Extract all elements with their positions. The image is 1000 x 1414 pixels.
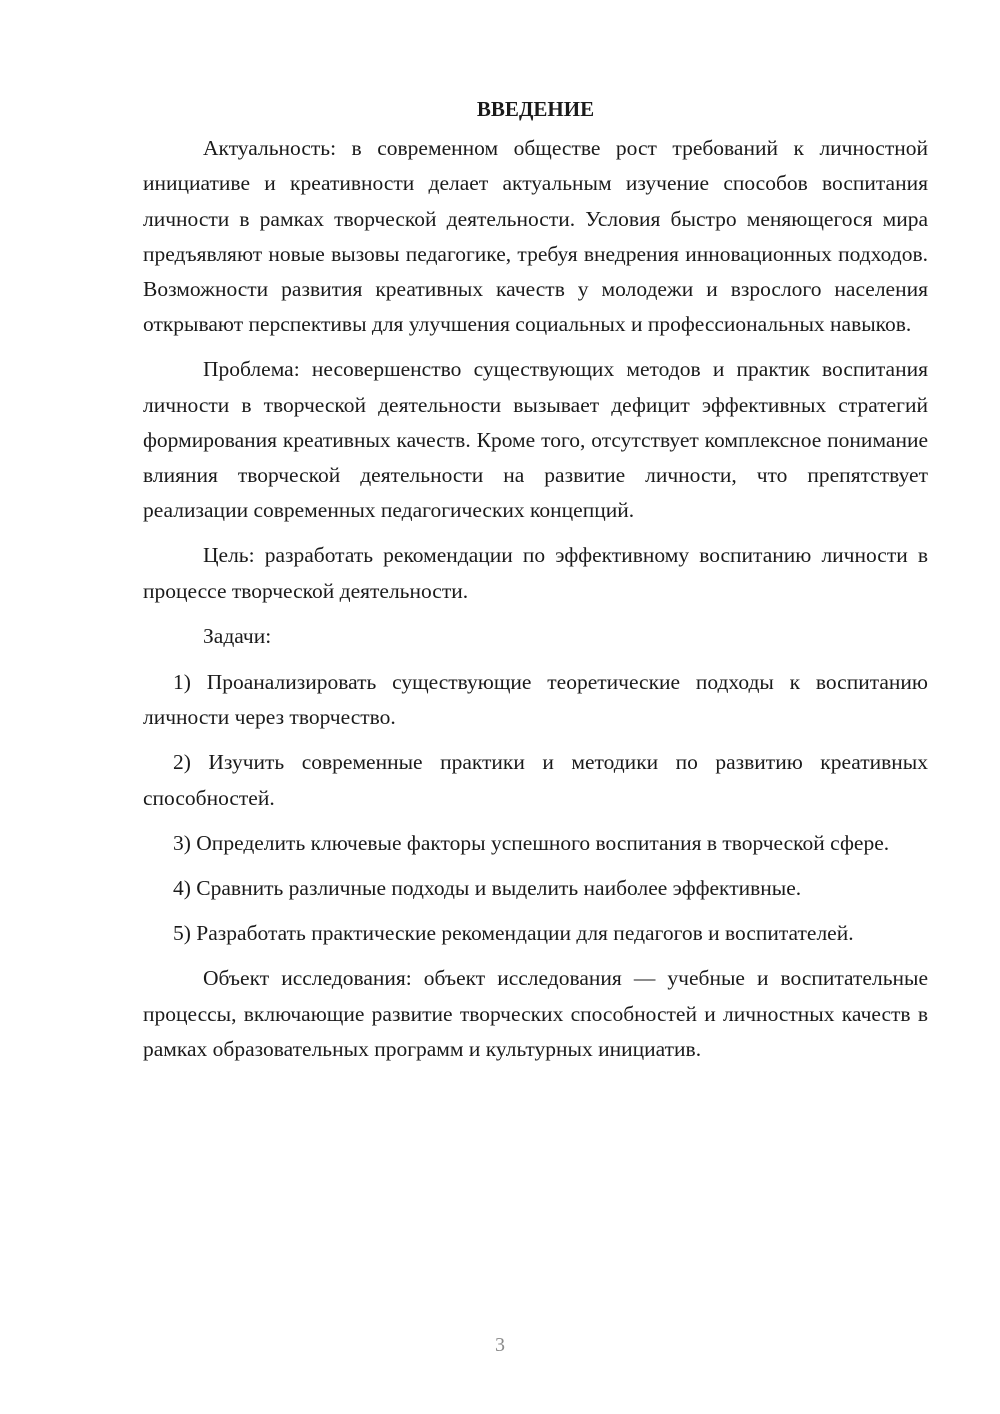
task-item: 4) Сравнить различные подходы и выделить наиболее эффективные. xyxy=(173,876,802,901)
document-page xyxy=(143,92,928,1077)
tasks-heading: Задачи: xyxy=(203,623,272,648)
tasks-list xyxy=(143,665,928,951)
task-item: 1) Проанализировать существующие теоретические подходы к воспитанию личности через творчество. xyxy=(143,670,928,730)
page-number: 3 xyxy=(495,1334,505,1356)
task-item: 2) Изучить современные практики и методики по развитию креативных способностей. xyxy=(143,750,928,810)
paragraph-problem: Проблема: несовершенство существующих методов и практик воспитания личности в творческой деятельности вызывает дефицит эффективных стратегий формирования креативных качеств. Кроме того, отсутствует комплексное понимание влияния творческой деятельности на развитие личности, что препятствует реализации современных педагогических концепций. xyxy=(143,357,928,523)
paragraph-goal: Цель: разработать рекомендации по эффективному воспитанию личности в процессе творческой деятельности. xyxy=(143,543,928,603)
task-item: 3) Определить ключевые факторы успешного воспитания в творческой сфере. xyxy=(173,830,890,855)
task-item: 5) Разработать практические рекомендации для педагогов и воспитателей. xyxy=(173,921,854,946)
page-title: ВВЕДЕНИЕ xyxy=(476,97,595,121)
paragraph-relevance: Актуальность: в современном обществе рост требований к личностной инициативе и креативности делает актуальным изучение способов воспитания личности в рамках творческой деятельности. Условия быстро меняющегося мира предъявляют новые вызовы педагогике, требуя внедрения инновационных подходов. Возможности развития креативных качеств у молодежи и взрослого населения открывают перспективы для улучшения социальных и профессиональных навыков. xyxy=(143,136,928,337)
paragraph-object: Объект исследования: объект исследования — учебные и воспитательные процессы, включающие развитие творческих способностей и личностных качеств в рамках образовательных программ и культурных инициатив. xyxy=(143,966,928,1061)
